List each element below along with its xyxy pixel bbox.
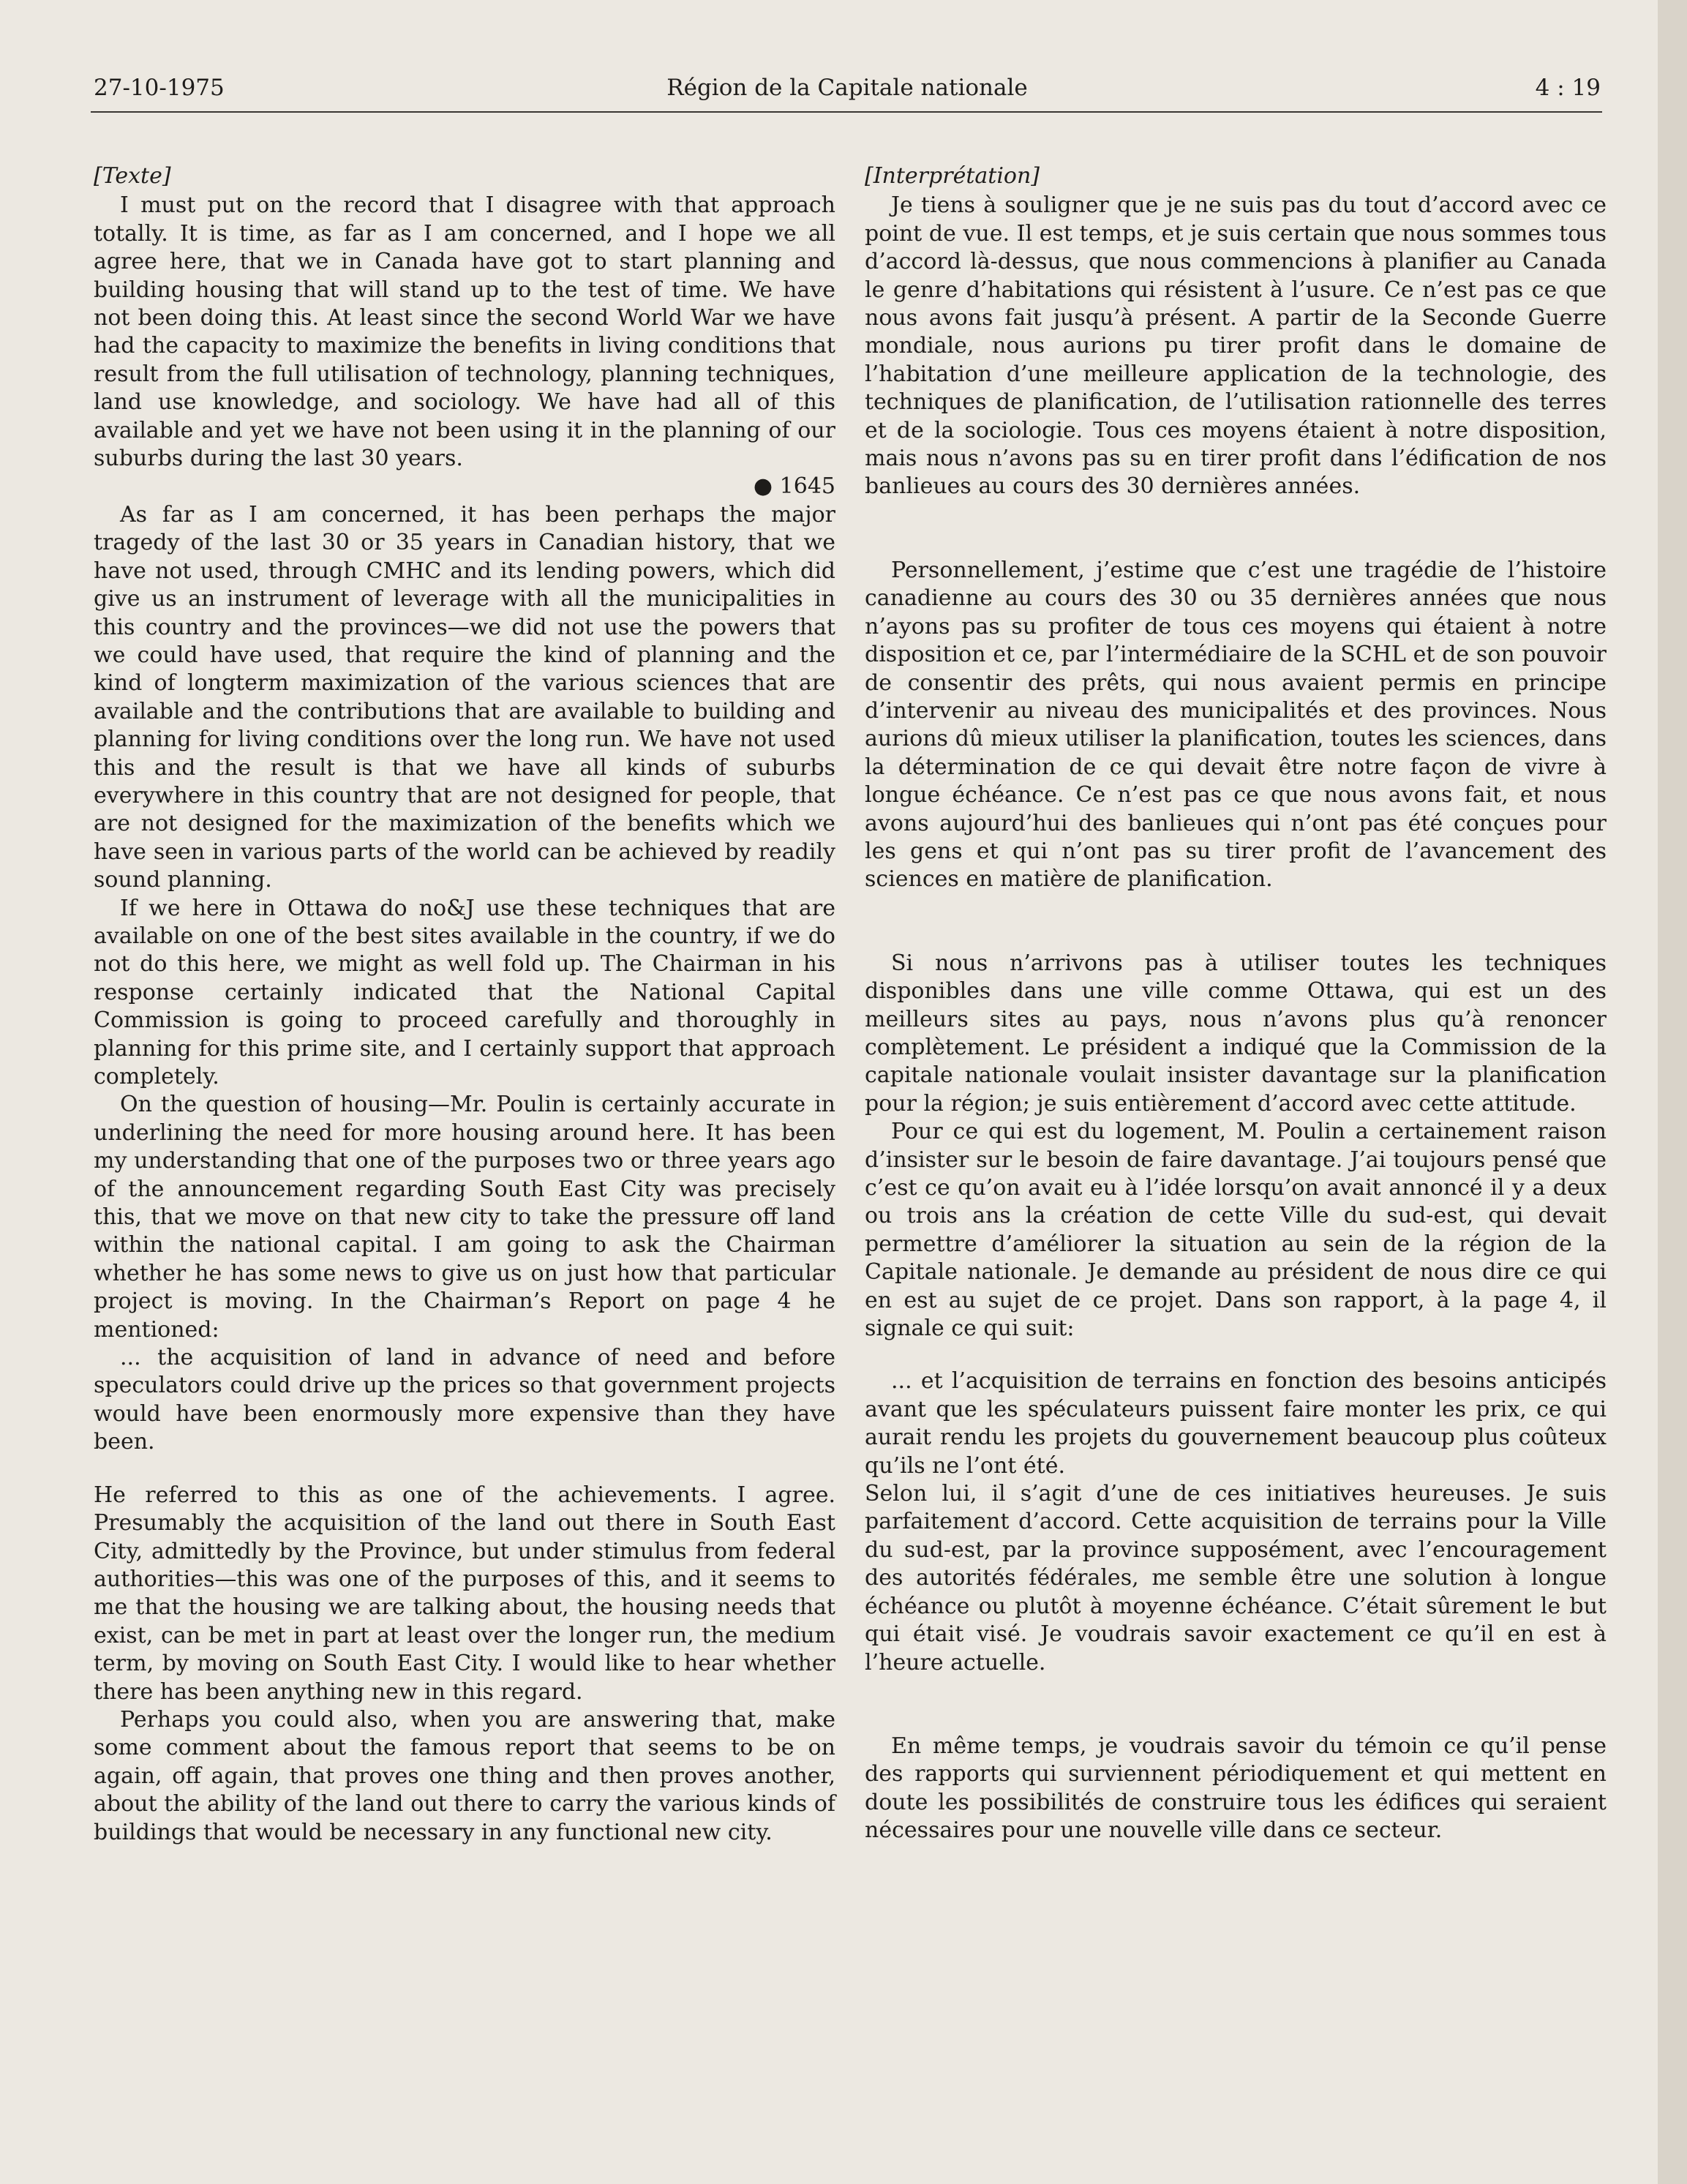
- spacer: [865, 501, 1607, 557]
- bullet-icon: ●: [753, 473, 773, 500]
- header-rule: [91, 111, 1602, 113]
- spacer: [865, 1343, 1607, 1367]
- paragraph: Perhaps you could also, when you are answering that, make some comment about the famous report that seems to be on again, off again, that proves one thing and then proves another, about the ability of the land out there to carry the various kinds of buildings that would be necessary in any functional new city.: [94, 1706, 835, 1845]
- header-title: Région de la Capitale nationale: [666, 75, 1028, 101]
- paragraph: As far as I am concerned, it has been perhaps the major tragedy of the last 30 or 35 years in Canadian history, that we have not used, through CMHC and its lending powers, which did give us an instrument of leverage with all the municipalities in this country and the provinces—we did not use the powers that we could have used, that require the kind of planning and the kind of longterm maximization of the various sciences that are available and the contributions that are available to building and planning for living conditions over the long run. We have not used this and the result is that we have all kinds of suburbs everywhere in this country that are not designed for people, that are not designed for the maximization of the benefits which we have seen in various parts of the world can be achieved by readily sound planning.: [94, 501, 835, 893]
- time-marker-value: 1645: [779, 473, 835, 500]
- paragraph: He referred to this as one of the achievements. I agree. Presumably the acquisition of the land out there in South East City, admittedly by the Province, but under stimulus from federal authorities—this was one of the purposes of this, and it seems to me that the housing we are talking about, the housing needs that exist, can be met in part at least over the longer run, the medium term, by moving on South East City. I would like to hear whether there has been anything new in this regard.: [94, 1482, 835, 1705]
- paragraph: Pour ce qui est du logement, M. Poulin a certainement raison d’insister sur le besoin de faire davantage. J’ai toujours pensé que c’est ce qu’on avait eu à l’idée lorsqu’on avait annoncé il y a deux ou trois ans la création de cette Ville du sud-est, qui devait permettre d’améliorer la situation au sein de la région de la Capitale nationale. Je demande au président de nous dire ce qui en est au sujet de ce projet. Dans son rapport, à la page 4, il signale ce qui suit:: [865, 1119, 1607, 1342]
- english-column: [94, 162, 835, 1847]
- paragraph: I must put on the record that I disagree with that approach totally. It is time, as far as I am concerned, and I hope we all agree here, that we in Canada have got to start planning and building housing that will stand up to the test of time. We have not been doing this. At least since the second World War we have had the capacity to maximize the benefits in living conditions that result from the full utilisation of technology, planning techniques, land use knowledge, and sociology. We have had all of this available and yet we have not been using it in the planning of our suburbs during the last 30 years.: [94, 192, 835, 472]
- header-date: 27-10-1975: [94, 75, 225, 101]
- spacer: [94, 1457, 835, 1482]
- paragraph: On the question of housing—Mr. Poulin is certainly accurate in underlining the need for more housing around here. It has been my understanding that one of the purposes two or three years ago of the announcement regarding South East City was precisely this, that we move on that new city to take the pressure off land within the national capital. I am going to ask the Chairman whether he has some news to give us on just how that particular project is moving. In the Chairman’s Report on page 4 he mentioned:: [94, 1092, 835, 1343]
- block-quote: ... et l’acquisition de terrains en fonction des besoins anticipés avant que les spéculateurs puissent faire monter les prix, ce qui aurait rendu les projets du gouvernement beaucoup plus coûteux qu’ils ne l’ont été.: [865, 1368, 1607, 1479]
- paragraph: Si nous n’arrivons pas à utiliser toutes les techniques disponibles dans une ville comme Ottawa, qui est un des meilleurs sites au pays, nous n’avons plus qu’à renoncer complètement. Le président a indiqué que la Commission de la capitale nationale voulait insister davantage sur la planification pour la région; je suis entièrement d’accord avec cette attitude.: [865, 950, 1607, 1117]
- binding-gutter: [1658, 0, 1687, 2184]
- header-page-number: 4 : 19: [1535, 75, 1601, 101]
- paragraph: Je tiens à souligner que je ne suis pas du tout d’accord avec ce point de vue. Il est temps, et je suis certain que nous sommes tous d’accord là-dessus, que nous commencions à planifier au Canada le genre d’habitations qui résistent à l’usure. Ce n’est pas ce que nous avons fait jusqu’à présent. A partir de la Seconde Guerre mondiale, nous aurions pu tirer profit dans le domaine de l’habitation d’une meilleure application de la technologie, des techniques de planification, de l’utilisation rationnelle des terres et de la sociologie. Tous ces moyens étaient à notre disposition, mais nous n’avons pas su en tirer profit dans l’édification de nos banlieues au cours des 30 dernières années.: [865, 192, 1607, 500]
- page-header: [94, 75, 1601, 113]
- spacer: [865, 894, 1607, 950]
- paragraph: If we here in Ottawa do no&J use these techniques that are available on one of the best sites available in the country, if we do not do this here, we might as well fold up. The Chairman in his response certainly indicated that the National Capital Commission is going to proceed carefully and thoroughly in planning for this prime site, and I certainly support that approach completely.: [94, 895, 835, 1089]
- time-marker: [94, 473, 835, 500]
- french-column: [865, 162, 1607, 1845]
- column-label-texte: [Texte]: [94, 163, 171, 189]
- paragraph: En même temps, je voudrais savoir du témoin ce qu’il pense des rapports qui surviennent périodiquement et qui mettent en doute les possibilités de construire tous les édifices qui seraient nécessaires pour une nouvelle ville dans ce secteur.: [865, 1733, 1607, 1844]
- paragraph: Personnellement, j’estime que c’est une tragédie de l’histoire canadienne au cours des 30 ou 35 dernières années que nous n’ayons pas su profiter de tous ces moyens qui étaient à notre disposition et ce, par l’intermédiaire de la SCHL et de son pouvoir de consentir des prêts, qui nous avaient permis en principe d’intervenir au niveau des municipalités et des provinces. Nous aurions dû mieux utiliser la planification, toutes les sciences, dans la détermination de ce qui devait être notre façon de vivre à longue échéance. Ce n’est pas ce que nous avons fait, et nous avons aujourd’hui des banlieues qui n’ont pas été conçues pour les gens et qui n’ont pas su tirer profit de l’avancement des sciences en matière de planification.: [865, 557, 1607, 893]
- column-label-interpretation: [Interprétation]: [865, 163, 1040, 189]
- paragraph: Selon lui, il s’agit d’une de ces initiatives heureuses. Je suis parfaitement d’accord. Cette acquisition de terrains pour la Ville du sud-est, par la province supposément, avec l’encouragement des autorités fédérales, me semble être une solution à longue échéance ou plutôt à moyenne échéance. C’était sûrement le but qui était visé. Je voudrais savoir exactement ce qu’il en est à l’heure actuelle.: [865, 1481, 1607, 1675]
- block-quote: ... the acquisition of land in advance of need and before speculators could drive up the prices so that government projects would have been enormously more expensive than they have been.: [94, 1345, 835, 1455]
- spacer: [865, 1677, 1607, 1733]
